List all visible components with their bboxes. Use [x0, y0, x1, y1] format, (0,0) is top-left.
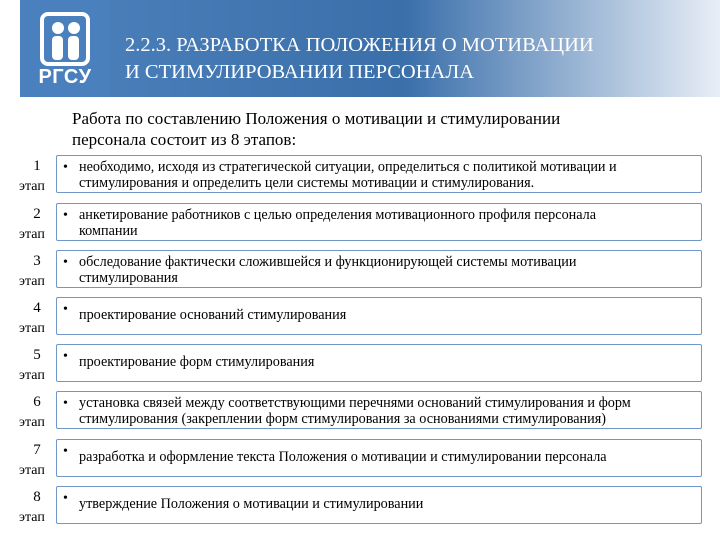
intro-line-1: Работа по составлению Положения о мотивации и стимулировании: [72, 109, 561, 128]
step-description-line: проектирование форм стимулирования: [79, 354, 315, 370]
step-description-line: стимулирования (закреплении форм стимулирования за основаниями стимулирования): [79, 411, 606, 427]
step-label: этап: [19, 510, 45, 525]
step-row: [0, 250, 720, 296]
step-description: [79, 354, 694, 370]
step-label: этап: [19, 179, 45, 194]
step-row: [0, 439, 720, 485]
intro-text: [72, 108, 692, 150]
step-description-line: разработка и оформление текста Положения о мотивации и стимулировании персонала: [79, 449, 607, 465]
step-label: этап: [19, 368, 45, 383]
step-description-box: [56, 439, 702, 477]
step-description: [79, 496, 694, 512]
bullet-icon: •: [63, 444, 68, 459]
step-number: 1: [33, 158, 41, 174]
step-description-box: [56, 391, 702, 429]
step-description-box: [56, 203, 702, 241]
step-description-line: утверждение Положения о мотивации и стимулировании: [79, 496, 424, 512]
bullet-icon: •: [63, 208, 68, 223]
bullet-icon: •: [63, 255, 68, 270]
step-label: этап: [19, 274, 45, 289]
title-line-1: 2.2.3. РАЗРАБОТКА ПОЛОЖЕНИЯ О МОТИВАЦИИ: [125, 34, 594, 56]
step-row: [0, 391, 720, 437]
step-label: этап: [19, 227, 45, 242]
step-number: 6: [33, 394, 41, 410]
step-description-line: установка связей между соответствующими перечнями оснований стимулирования и форм: [79, 395, 631, 411]
step-number: 8: [33, 489, 41, 505]
step-number: 2: [33, 206, 41, 222]
bullet-icon: •: [63, 349, 68, 364]
step-description-line: компании: [79, 223, 138, 239]
step-description: [79, 449, 694, 465]
step-label: этап: [19, 463, 45, 478]
step-description-line: необходимо, исходя из стратегической ситуации, определиться с политикой мотивации и: [79, 159, 617, 175]
logo-text: РГСУ: [38, 66, 92, 88]
university-logo: [20, 0, 110, 97]
step-row: [0, 155, 720, 201]
step-description: [79, 395, 694, 427]
step-description-box: [56, 344, 702, 382]
step-description: [79, 159, 694, 191]
step-number: 5: [33, 347, 41, 363]
step-description-line: стимулирования и определить цели системы мотивации и стимулирования.: [79, 175, 535, 191]
step-row: [0, 486, 720, 532]
step-description-box: [56, 250, 702, 288]
step-description-box: [56, 155, 702, 193]
step-row: [0, 297, 720, 343]
step-description: [79, 207, 694, 239]
step-description-line: обследование фактически сложившейся и функционирующей системы мотивации: [79, 254, 577, 270]
bullet-icon: •: [63, 396, 68, 411]
step-row: [0, 203, 720, 249]
step-number: 3: [33, 253, 41, 269]
title-line-2: И СТИМУЛИРОВАНИИ ПЕРСОНАЛА: [125, 61, 475, 83]
step-description-line: анкетирование работников с целью определения мотивационного профиля персонала: [79, 207, 597, 223]
logo-emblem-icon: [30, 8, 100, 66]
step-description-box: [56, 486, 702, 524]
step-number: 4: [33, 300, 41, 316]
step-description-line: проектирование оснований стимулирования: [79, 307, 347, 323]
slide-title: [125, 32, 710, 86]
step-label: этап: [19, 415, 45, 430]
step-row: [0, 344, 720, 390]
step-description: [79, 254, 694, 286]
slide-header: [0, 0, 720, 97]
step-description-box: [56, 297, 702, 335]
step-description: [79, 307, 694, 323]
bullet-icon: •: [63, 302, 68, 317]
bullet-icon: •: [63, 160, 68, 175]
bullet-icon: •: [63, 491, 68, 506]
intro-line-2: персонала состоит из 8 этапов:: [72, 130, 297, 149]
step-number: 7: [33, 442, 41, 458]
step-label: этап: [19, 321, 45, 336]
step-description-line: стимулирования: [79, 270, 178, 286]
